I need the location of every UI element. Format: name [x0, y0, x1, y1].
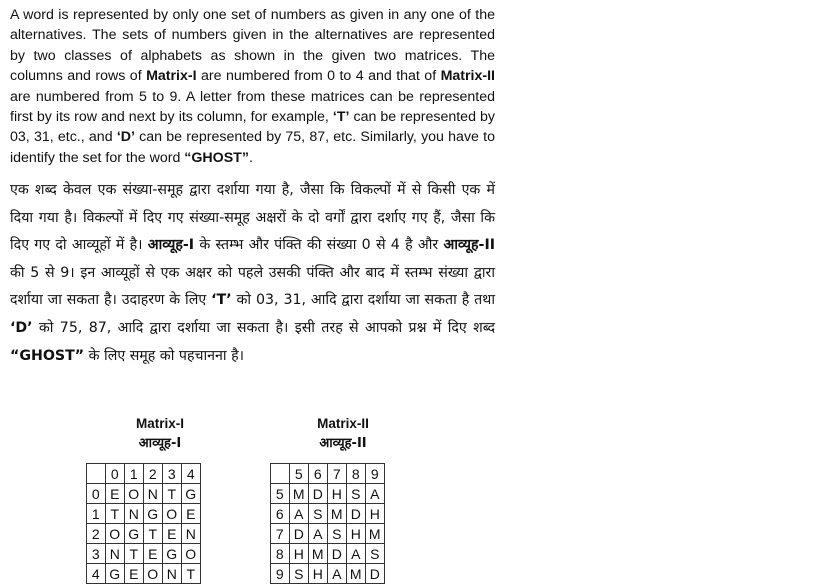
english-matrix2-ref: Matrix-II	[440, 68, 495, 85]
hindi-text: के स्तम्भ और पंक्ति की संख्या 0 से 4 है और	[194, 237, 444, 254]
hindi-target-word: “GHOST”	[10, 347, 85, 364]
matrix1-cell: N	[144, 484, 163, 504]
matrix1-cell: E	[144, 544, 163, 564]
matrix1-row-header: 4	[87, 564, 106, 584]
matrix2-corner-cell	[271, 464, 290, 484]
matrix1-cell: N	[182, 524, 201, 544]
matrix2-cell: M	[366, 524, 385, 544]
matrix2-title	[293, 414, 393, 454]
matrix2-cell: H	[347, 524, 366, 544]
matrix1-title-hi: आव्यूह-I	[138, 436, 182, 451]
matrix1-row-header: 3	[87, 544, 106, 564]
english-text: A word is represented by only one set of numbers as given in any one of the alternatives. The sets of numbers given in the alternatives are represented by two classes of alphabets as shown in the given two matrices. The columns and rows of	[10, 7, 495, 85]
matrix1-cell: E	[106, 484, 125, 504]
hindi-matrix1-ref: आव्यूह-I	[147, 237, 195, 254]
matrix2-row-header: 6	[271, 504, 290, 524]
hindi-example-d: ‘D’	[10, 319, 33, 336]
matrix1-row-header: 0	[87, 484, 106, 504]
matrix2-cell: A	[309, 524, 328, 544]
matrix2-row-header: 9	[271, 564, 290, 584]
matrix1-cell: G	[163, 544, 182, 564]
matrix2-row-header: 7	[271, 524, 290, 544]
matrix1-table	[86, 463, 201, 584]
matrix1-row	[87, 484, 201, 504]
hindi-matrix2-ref: आव्यूह-II	[443, 237, 495, 254]
hindi-example-t: ‘T’	[211, 292, 232, 309]
matrix1-row	[87, 544, 201, 564]
matrix2-row-header: 5	[271, 484, 290, 504]
matrix1-cell: N	[106, 544, 125, 564]
matrix2-cell: D	[309, 484, 328, 504]
hindi-text: को 75, 87, आदि द्वारा दर्शाया जा सकता है। इसी तरह से आपको प्रश्न में दिए शब्द	[32, 319, 495, 336]
matrix1-col-header: 3	[163, 464, 182, 484]
matrix1-cell: E	[163, 524, 182, 544]
question-english	[10, 5, 495, 168]
matrix2-cell: A	[290, 504, 309, 524]
matrix2-title-hi: आव्यूह-II	[319, 436, 367, 451]
hindi-text: के लिए समूह को पहचानना है।	[84, 347, 245, 364]
matrix2-cell: A	[328, 564, 347, 584]
matrix2-cell: D	[366, 564, 385, 584]
matrix1-row	[87, 524, 201, 544]
matrix1-cell: O	[182, 544, 201, 564]
english-text: are numbered from 0 to 4 and that of	[196, 68, 441, 85]
matrix2-row	[271, 544, 385, 564]
matrix2-cell: S	[347, 484, 366, 504]
matrix2-cell: A	[366, 484, 385, 504]
matrix1-cell: E	[182, 504, 201, 524]
english-target-word: “GHOST”	[184, 149, 249, 166]
matrix1-header-row	[87, 464, 201, 484]
matrix2-cell: H	[366, 504, 385, 524]
english-text: can be represented by 03, 31, etc., and	[10, 109, 495, 146]
matrix1-cell: T	[163, 484, 182, 504]
matrix1-cell: T	[182, 564, 201, 584]
matrix1-cell: O	[106, 524, 125, 544]
matrix2-row-header: 8	[271, 544, 290, 564]
matrix2-row	[271, 524, 385, 544]
english-example-t: ‘T’	[332, 109, 350, 126]
matrix2-cell: D	[290, 524, 309, 544]
matrix1-cell: E	[125, 564, 144, 584]
matrix2-title-en: Matrix-II	[317, 416, 369, 431]
matrix2-cell: D	[328, 544, 347, 564]
hindi-text: को 03, 31, आदि द्वारा दर्शाया जा सकता है तथा	[231, 292, 495, 309]
matrix1-cell: G	[106, 564, 125, 584]
matrix2-cell: M	[309, 544, 328, 564]
matrix2-col-header: 9	[366, 464, 385, 484]
matrix2-header-row	[271, 464, 385, 484]
matrix2-cell: S	[309, 504, 328, 524]
matrix1-cell: T	[125, 544, 144, 564]
matrix1-cell: O	[163, 504, 182, 524]
matrix2-row	[271, 484, 385, 504]
matrix1-cell: O	[144, 564, 163, 584]
matrix2-cell: D	[347, 504, 366, 524]
matrix2-cell: M	[328, 504, 347, 524]
matrix2-row	[271, 564, 385, 584]
hindi-text: की 5 से 9। इन आव्यूहों से एक अक्षर को पहले उसकी पंक्ति और बाद में स्तम्भ संख्या द्वारा दर्शाया जा सकता है। उदाहरण के लिए	[10, 264, 495, 309]
matrix2-col-header: 5	[290, 464, 309, 484]
matrix1-cell: O	[125, 484, 144, 504]
matrix1-row	[87, 504, 201, 524]
matrix1-col-header: 1	[125, 464, 144, 484]
matrix1-col-header: 0	[106, 464, 125, 484]
matrix1-title	[110, 414, 210, 454]
matrix1-title-en: Matrix-I	[135, 416, 184, 431]
english-text: can be represented by 75, 87, etc. Similarly, you have to identify the set for the word	[10, 129, 495, 166]
matrix2-cell: M	[347, 564, 366, 584]
matrix2-cell: M	[290, 484, 309, 504]
matrix2-row	[271, 504, 385, 524]
matrix1-row	[87, 564, 201, 584]
english-example-d: ‘D’	[116, 129, 135, 146]
matrix1-cell: T	[144, 524, 163, 544]
matrix1-col-header: 4	[182, 464, 201, 484]
english-text: .	[248, 149, 253, 166]
matrix2-cell: S	[290, 564, 309, 584]
hindi-text: एक शब्द केवल एक संख्या-समूह द्वारा दर्शाया गया है, जैसा कि विकल्पों में से किसी एक में दिया गया है। विकल्पों में दिए गए संख्या-समूह अक्षरों के दो वर्गों द्वारा दर्शाए गए हैं, जैसा कि दिए गए दो आव्यूहों में है।	[10, 182, 495, 254]
matrix1-cell: G	[125, 524, 144, 544]
matrix2-col-header: 6	[309, 464, 328, 484]
matrix1-cell: T	[106, 504, 125, 524]
matrix2-cell: S	[328, 524, 347, 544]
english-text: are numbered from 5 to 9. A letter from these matrices can be represented first by its row and next by its column, for example,	[10, 88, 495, 126]
matrix1-col-header: 2	[144, 464, 163, 484]
matrix2-col-header: 8	[347, 464, 366, 484]
matrix1-cell: G	[182, 484, 201, 504]
question-hindi	[10, 177, 495, 370]
matrix2-cell: H	[328, 484, 347, 504]
matrix2-cell: H	[309, 564, 328, 584]
matrix2-cell: A	[347, 544, 366, 564]
matrix2-table	[270, 463, 385, 584]
matrix2-cell: S	[366, 544, 385, 564]
matrix2-cell: H	[290, 544, 309, 564]
matrix1-cell: N	[125, 504, 144, 524]
matrix1-corner-cell	[87, 464, 106, 484]
matrix1-row-header: 1	[87, 504, 106, 524]
matrix1-row-header: 2	[87, 524, 106, 544]
matrix1-cell: G	[144, 504, 163, 524]
english-matrix1-ref: Matrix-I	[146, 68, 197, 85]
matrix2-col-header: 7	[328, 464, 347, 484]
matrix1-cell: N	[163, 564, 182, 584]
